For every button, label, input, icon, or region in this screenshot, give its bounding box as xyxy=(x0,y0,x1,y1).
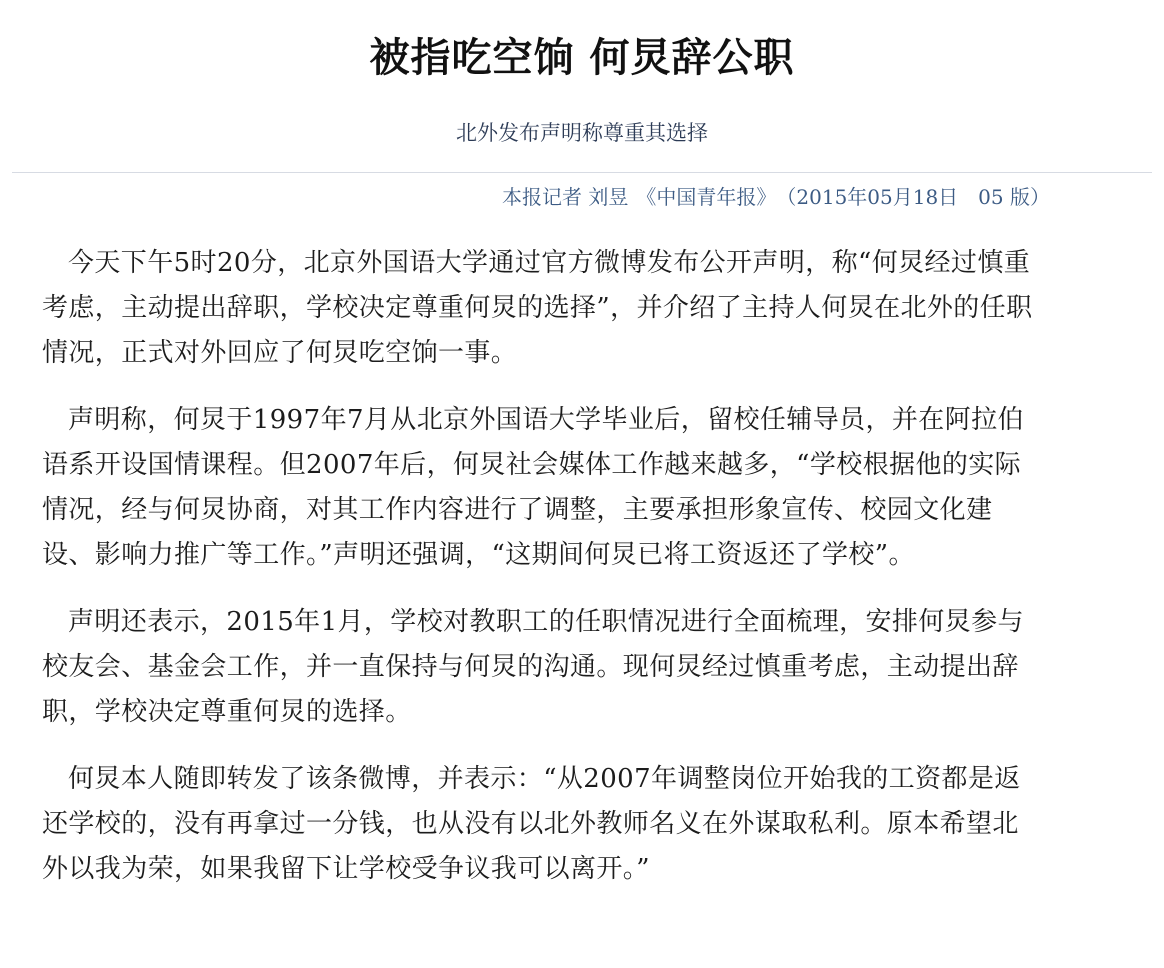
paragraph: 声明还表示，2015年1月，学校对教职工的任职情况进行全面梳理，安排何炅参与校友会、基金会工作，并一直保持与何炅的沟通。现何炅经过慎重考虑，主动提出辞职，学校决定尊重何炅的选择。 xyxy=(42,607,1024,727)
headline: 被指吃空饷 何炅辞公职 xyxy=(369,35,795,81)
subtitle: 北外发布声明称尊重其选择 xyxy=(456,121,708,145)
paragraph: 何炅本人随即转发了该条微博，并表示：“从2007年调整岗位开始我的工资都是返还学校的，没有再拿过一分钱，也从没有以北外教师名义在外谋取私利。原本希望北外以我为荣，如果我留下让学校受争议我可以离开。” xyxy=(42,764,1021,884)
article-body xyxy=(42,241,1042,914)
byline-date-edition: （2015年05月18日 05 版） xyxy=(786,185,1050,209)
byline-paper: 《中国青年报》 xyxy=(636,185,777,209)
byline-reporter: 本报记者 刘昱 xyxy=(502,185,629,209)
byline xyxy=(502,180,1058,214)
paragraph: 今天下午5时20分，北京外国语大学通过官方微博发布公开声明，称“何炅经过慎重考虑，主动提出辞职，学校决定尊重何炅的选择”，并介绍了主持人何炅在北外的任职情况，正式对外回应了何炅吃空饷一事。 xyxy=(42,248,1033,368)
paragraph: 声明称，何炅于1997年7月从北京外国语大学毕业后，留校任辅导员，并在阿拉伯语系开设国情课程。但2007年后，何炅社会媒体工作越来越多，“学校根据他的实际情况，经与何炅协商，对其工作内容进行了调整，主要承担形象宣传、校园文化建设、影响力推广等工作。”声明还强调，“这期间何炅已将工资返还了学校”。 xyxy=(42,405,1024,570)
header-divider xyxy=(12,172,1152,173)
